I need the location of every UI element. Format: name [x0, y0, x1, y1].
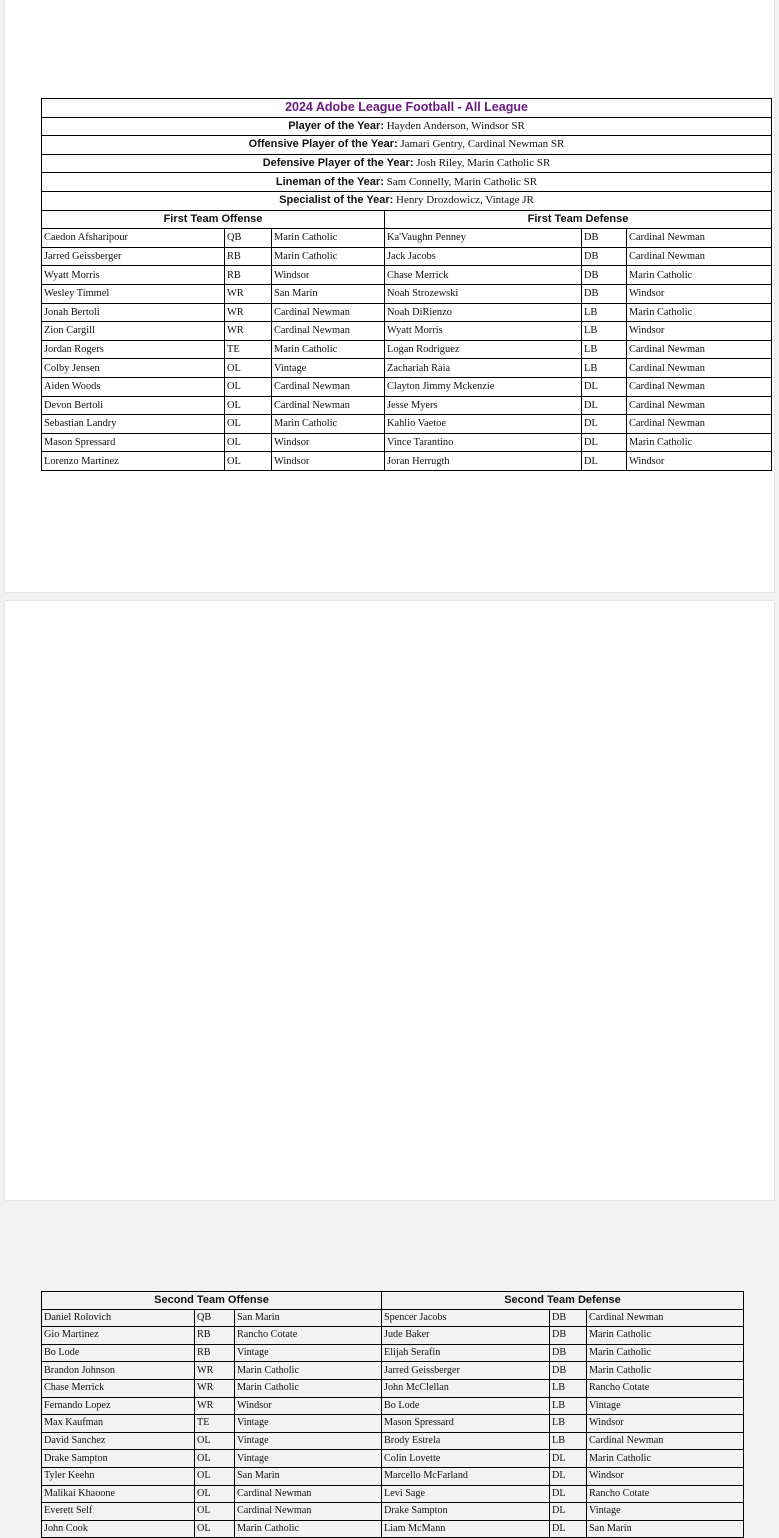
offense-player-name: Chase Merrick: [42, 1379, 195, 1397]
offense-position: OL: [195, 1467, 235, 1485]
defense-position: DB: [582, 247, 627, 266]
offense-player-name: Drake Sampton: [42, 1450, 195, 1468]
defense-school: Marin Catholic: [627, 433, 772, 452]
offense-position: OL: [195, 1485, 235, 1503]
offense-position: RB: [225, 247, 272, 266]
defense-position: DB: [550, 1309, 587, 1327]
defense-position: DL: [582, 377, 627, 396]
offense-school: Cardinal Newman: [235, 1485, 382, 1503]
table-row: [42, 452, 772, 471]
table-row: [42, 1327, 744, 1345]
second-team-table: [41, 1291, 744, 1538]
table-row: [42, 247, 772, 266]
offense-position: WR: [225, 322, 272, 341]
document-title: 2024 Adobe League Football - All League: [42, 99, 772, 118]
offense-position: OL: [225, 452, 272, 471]
defense-school: Cardinal Newman: [627, 396, 772, 415]
offense-position: WR: [195, 1362, 235, 1380]
defense-school: Cardinal Newman: [627, 247, 772, 266]
defense-school: Marin Catholic: [627, 266, 772, 285]
defense-position: DL: [582, 415, 627, 434]
defense-school: Rancho Cotate: [587, 1485, 744, 1503]
defense-school: Marin Catholic: [587, 1450, 744, 1468]
page-one: [5, 0, 774, 592]
defense-position: LB: [550, 1379, 587, 1397]
defense-player-name: Spencer Jacobs: [382, 1309, 550, 1327]
defense-player-name: Colin Lovette: [382, 1450, 550, 1468]
offense-position: OL: [225, 433, 272, 452]
defense-school: Marin Catholic: [587, 1362, 744, 1380]
award-value: Sam Connelly, Marin Catholic SR: [386, 175, 538, 188]
defense-position: DL: [550, 1485, 587, 1503]
award-value: Jamari Gentry, Cardinal Newman SR: [400, 138, 565, 151]
defense-player-name: Mason Spressard: [382, 1415, 550, 1433]
offense-school: Cardinal Newman: [272, 377, 385, 396]
defense-position: DB: [582, 229, 627, 248]
defense-player-name: John McClellan: [382, 1379, 550, 1397]
offense-position: OL: [195, 1432, 235, 1450]
table-row: [42, 1379, 744, 1397]
offense-position: QB: [225, 229, 272, 248]
award-cell: [42, 191, 772, 210]
offense-player-name: Fernando Lopez: [42, 1397, 195, 1415]
offense-school: San Marin: [272, 284, 385, 303]
table-row: [42, 1415, 744, 1433]
award-cell: [42, 173, 772, 192]
defense-player-name: Ka'Vaughn Penney: [385, 229, 582, 248]
defense-position: DL: [550, 1503, 587, 1521]
defense-player-name: Brody Estrela: [382, 1432, 550, 1450]
offense-school: Marin Catholic: [235, 1520, 382, 1538]
offense-school: Rancho Cotate: [235, 1327, 382, 1345]
defense-position: LB: [582, 340, 627, 359]
offense-school: Marin Catholic: [272, 229, 385, 248]
award-label: Lineman of the Year:: [275, 175, 384, 188]
table-row: [42, 359, 772, 378]
defense-position: DL: [550, 1450, 587, 1468]
defense-school: Rancho Cotate: [587, 1379, 744, 1397]
award-label: Defensive Player of the Year:: [262, 157, 414, 170]
offense-school: Cardinal Newman: [235, 1503, 382, 1521]
table-row: [42, 415, 772, 434]
offense-school: Cardinal Newman: [272, 322, 385, 341]
defense-position: DL: [550, 1520, 587, 1538]
offense-player-name: Jordan Rogers: [42, 340, 225, 359]
defense-player-name: Jesse Myers: [385, 396, 582, 415]
title-row: [42, 99, 772, 118]
defense-school: Vintage: [587, 1397, 744, 1415]
offense-school: San Marin: [235, 1309, 382, 1327]
offense-school: Windsor: [235, 1397, 382, 1415]
offense-position: RB: [225, 266, 272, 285]
award-cell: [42, 154, 772, 173]
offense-player-name: Aiden Woods: [42, 377, 225, 396]
defense-school: Marin Catholic: [587, 1344, 744, 1362]
defense-player-name: Zachariah Raia: [385, 359, 582, 378]
defense-school: Cardinal Newman: [587, 1432, 744, 1450]
defense-position: DL: [582, 452, 627, 471]
table-row: [42, 1432, 744, 1450]
defense-player-name: Noah DiRienzo: [385, 303, 582, 322]
table-row: [42, 1309, 744, 1327]
award-value: Hayden Anderson, Windsor SR: [386, 119, 525, 132]
defense-position: DB: [550, 1327, 587, 1345]
defense-player-name: Chase Merrick: [385, 266, 582, 285]
award-label: Specialist of the Year:: [279, 194, 394, 207]
offense-school: Cardinal Newman: [272, 396, 385, 415]
table-row: [42, 266, 772, 285]
table-row: [42, 340, 772, 359]
offense-position: TE: [225, 340, 272, 359]
defense-player-name: Bo Lode: [382, 1397, 550, 1415]
offense-position: OL: [225, 415, 272, 434]
defense-player-name: Vince Tarantino: [385, 433, 582, 452]
offense-position: WR: [225, 303, 272, 322]
award-row: [42, 117, 772, 136]
defense-player-name: Jude Baker: [382, 1327, 550, 1345]
defense-school: Cardinal Newman: [627, 359, 772, 378]
defense-heading: First Team Defense: [385, 210, 772, 229]
offense-heading: Second Team Offense: [42, 1292, 382, 1310]
table-row: [42, 1467, 744, 1485]
offense-player-name: Brandon Johnson: [42, 1362, 195, 1380]
offense-position: OL: [195, 1503, 235, 1521]
offense-school: Marin Catholic: [235, 1362, 382, 1380]
defense-player-name: Elijah Serafin: [382, 1344, 550, 1362]
award-value: Josh Riley, Marin Catholic SR: [416, 157, 551, 170]
award-row: [42, 191, 772, 210]
offense-heading: First Team Offense: [42, 210, 385, 229]
award-label: Offensive Player of the Year:: [248, 138, 398, 151]
offense-player-name: Daniel Rolovich: [42, 1309, 195, 1327]
offense-position: OL: [195, 1520, 235, 1538]
table-row: [42, 303, 772, 322]
award-label: Player of the Year:: [288, 119, 384, 132]
offense-player-name: Everett Self: [42, 1503, 195, 1521]
table-row: [42, 377, 772, 396]
offense-position: WR: [195, 1397, 235, 1415]
defense-position: LB: [550, 1415, 587, 1433]
defense-position: DB: [550, 1362, 587, 1380]
defense-player-name: Kahlio Vaetoe: [385, 415, 582, 434]
defense-player-name: Logan Rodriguez: [385, 340, 582, 359]
award-value: Henry Drozdowicz, Vintage JR: [396, 194, 534, 207]
defense-player-name: Clayton Jimmy Mckenzie: [385, 377, 582, 396]
award-row: [42, 154, 772, 173]
offense-player-name: John Cook: [42, 1520, 195, 1538]
offense-position: RB: [195, 1327, 235, 1345]
defense-player-name: Drake Sampton: [382, 1503, 550, 1521]
defense-player-name: Jarred Geissberger: [382, 1362, 550, 1380]
defense-heading: Second Team Defense: [382, 1292, 744, 1310]
offense-position: QB: [195, 1309, 235, 1327]
defense-position: LB: [550, 1397, 587, 1415]
offense-school: Vintage: [235, 1415, 382, 1433]
table-row: [42, 1503, 744, 1521]
table-row: [42, 396, 772, 415]
offense-position: WR: [225, 284, 272, 303]
offense-player-name: Jarred Geissberger: [42, 247, 225, 266]
offense-position: TE: [195, 1415, 235, 1433]
offense-player-name: Devon Bertoli: [42, 396, 225, 415]
table-row: [42, 229, 772, 248]
offense-school: San Marin: [235, 1467, 382, 1485]
defense-school: Cardinal Newman: [627, 415, 772, 434]
section-header-row: [42, 210, 772, 229]
defense-school: Vintage: [587, 1503, 744, 1521]
offense-player-name: Caedon Afsharipour: [42, 229, 225, 248]
award-row: [42, 136, 772, 155]
defense-player-name: Joran Herrugth: [385, 452, 582, 471]
defense-school: Cardinal Newman: [627, 340, 772, 359]
table-row: [42, 433, 772, 452]
defense-school: Windsor: [587, 1415, 744, 1433]
defense-player-name: Wyatt Morris: [385, 322, 582, 341]
table-row: [42, 1362, 744, 1380]
page-two: [5, 601, 774, 1535]
offense-position: WR: [195, 1379, 235, 1397]
table-row: [42, 1344, 744, 1362]
offense-school: Vintage: [272, 359, 385, 378]
offense-player-name: Wesley Timmel: [42, 284, 225, 303]
defense-position: DL: [550, 1467, 587, 1485]
offense-school: Marin Catholic: [235, 1379, 382, 1397]
defense-position: DB: [582, 266, 627, 285]
offense-school: Windsor: [272, 433, 385, 452]
offense-position: OL: [225, 359, 272, 378]
offense-position: RB: [195, 1344, 235, 1362]
defense-school: Marin Catholic: [627, 303, 772, 322]
offense-player-name: Wyatt Morris: [42, 266, 225, 285]
defense-school: Cardinal Newman: [627, 377, 772, 396]
defense-school: Cardinal Newman: [627, 229, 772, 248]
defense-player-name: Noah Strozewski: [385, 284, 582, 303]
defense-player-name: Marcello McFarland: [382, 1467, 550, 1485]
defense-school: Windsor: [627, 284, 772, 303]
defense-position: DB: [582, 284, 627, 303]
defense-position: DB: [550, 1344, 587, 1362]
offense-player-name: Zion Cargill: [42, 322, 225, 341]
section-header-row: [42, 1292, 744, 1310]
defense-position: DL: [582, 433, 627, 452]
offense-position: OL: [225, 396, 272, 415]
defense-school: Cardinal Newman: [587, 1309, 744, 1327]
offense-school: Vintage: [235, 1344, 382, 1362]
offense-school: Windsor: [272, 266, 385, 285]
defense-position: DL: [582, 396, 627, 415]
defense-school: San Marin: [587, 1520, 744, 1538]
defense-school: Windsor: [627, 452, 772, 471]
offense-school: Windsor: [272, 452, 385, 471]
table-row: [42, 284, 772, 303]
award-cell: [42, 136, 772, 155]
offense-position: OL: [195, 1450, 235, 1468]
table-row: [42, 1397, 744, 1415]
offense-player-name: Malikai Khaoone: [42, 1485, 195, 1503]
defense-position: LB: [582, 359, 627, 378]
table-row: [42, 1520, 744, 1538]
offense-school: Cardinal Newman: [272, 303, 385, 322]
table-row: [42, 1485, 744, 1503]
defense-school: Windsor: [627, 322, 772, 341]
offense-player-name: Mason Spressard: [42, 433, 225, 452]
offense-player-name: Colby Jensen: [42, 359, 225, 378]
offense-school: Marin Catholic: [272, 415, 385, 434]
table-row: [42, 1450, 744, 1468]
offense-player-name: David Sanchez: [42, 1432, 195, 1450]
award-cell: [42, 117, 772, 136]
defense-school: Marin Catholic: [587, 1327, 744, 1345]
defense-player-name: Jack Jacobs: [385, 247, 582, 266]
offense-school: Marin Catholic: [272, 340, 385, 359]
offense-player-name: Gio Martinez: [42, 1327, 195, 1345]
defense-position: LB: [582, 303, 627, 322]
defense-position: LB: [550, 1432, 587, 1450]
offense-school: Vintage: [235, 1450, 382, 1468]
offense-school: Vintage: [235, 1432, 382, 1450]
offense-player-name: Max Kaufman: [42, 1415, 195, 1433]
first-team-table: [41, 98, 772, 471]
offense-school: Marin Catholic: [272, 247, 385, 266]
offense-player-name: Sebastian Landry: [42, 415, 225, 434]
offense-player-name: Lorenzo Martinez: [42, 452, 225, 471]
offense-player-name: Jonah Bertoli: [42, 303, 225, 322]
offense-player-name: Tyler Keehn: [42, 1467, 195, 1485]
defense-player-name: Liam McMann: [382, 1520, 550, 1538]
award-row: [42, 173, 772, 192]
defense-position: LB: [582, 322, 627, 341]
offense-position: OL: [225, 377, 272, 396]
offense-player-name: Bo Lode: [42, 1344, 195, 1362]
table-row: [42, 322, 772, 341]
defense-school: Windsor: [587, 1467, 744, 1485]
defense-player-name: Levi Sage: [382, 1485, 550, 1503]
